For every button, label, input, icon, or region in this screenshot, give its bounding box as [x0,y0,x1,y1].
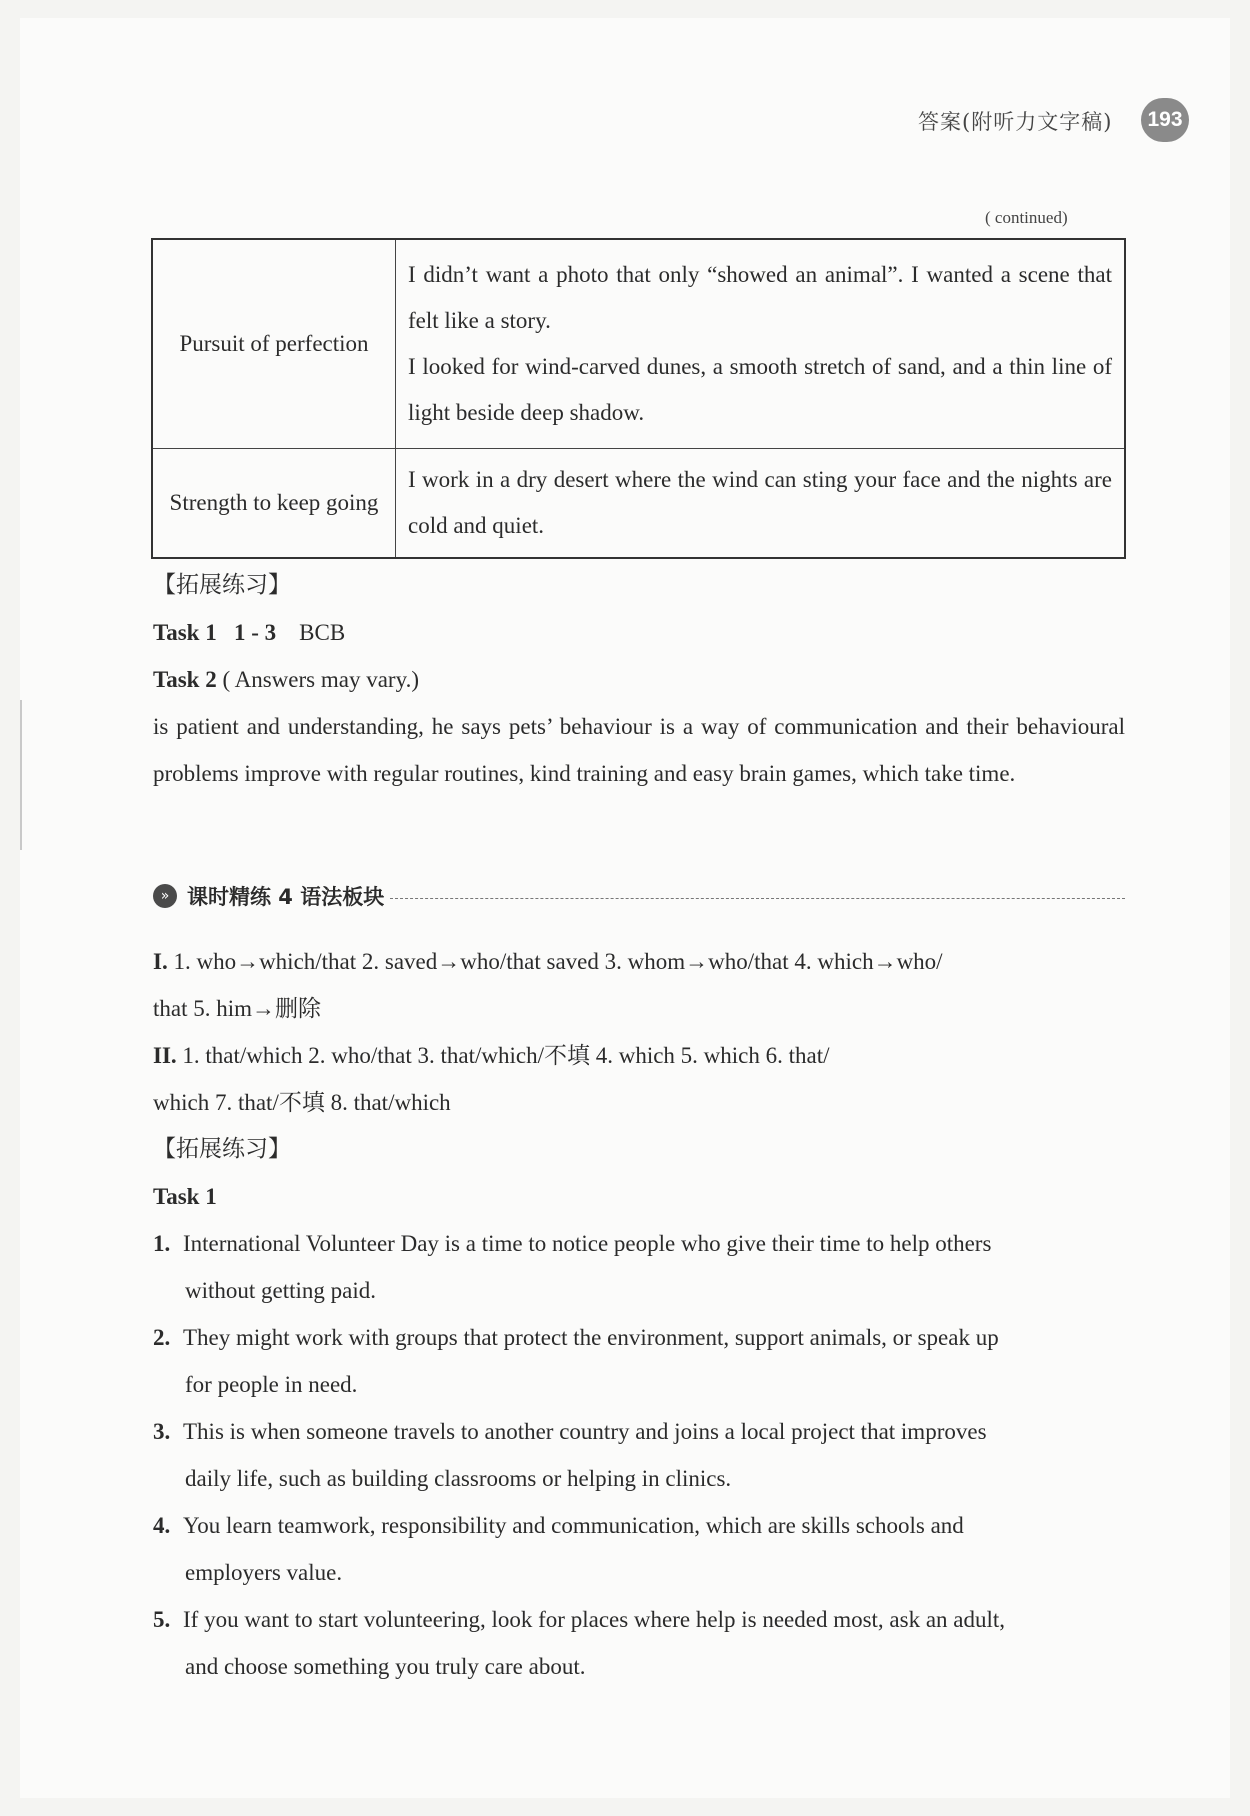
item-number: 2. [153,1325,171,1350]
part1-line1 [153,938,1125,985]
item-text: If you want to start volunteering, look for places where help is needed most, ask an adult, [183,1607,1006,1632]
section-header [153,876,1125,916]
double-chevron-icon: » [153,884,177,908]
part2-line2: which 7. that/不填 8. that/which [153,1090,451,1115]
row-label: Pursuit of perfection [152,239,396,449]
task2-heading-line [153,656,419,703]
item-text-cont: daily life, such as building classrooms or helping in clinics. [185,1466,732,1491]
part-label: I. [153,949,168,974]
part2-line1 [153,1032,1125,1079]
row-line: I looked for wind-carved dunes, a smooth stretch of sand, and a thin line of light beside deep shadow. [408,354,1112,425]
item-text: International Volunteer Day is a time to notice people who give their time to help others [183,1231,992,1256]
row-line: I work in a dry desert where the wind can sting your face and the nights are cold and quiet. [408,467,1112,538]
continued-label: ( continued) [985,208,1068,227]
list-item [153,1502,1125,1596]
list-item [153,1314,1125,1408]
item-number: 3. [153,1419,171,1444]
answer-table [151,238,1126,559]
task-label: Task 1 [153,1184,217,1209]
item-text: You learn teamwork, responsibility and communication, which are skills schools and [183,1513,964,1538]
header-title: 答案(附听力文字稿) [918,110,1113,134]
part1-line2: that 5. him→删除 [153,996,322,1021]
table-row [152,239,1125,449]
binding-mark [20,700,22,850]
task1-answer-line [153,609,345,656]
list-item [153,1408,1125,1502]
task-note: ( Answers may vary.) [222,667,419,692]
list-item [153,1220,1125,1314]
row-content [396,239,1126,449]
task-answer: BCB [299,620,346,645]
task-label: Task 1 [153,620,217,645]
item-number: 4. [153,1513,171,1538]
row-content [396,449,1126,559]
row-line: I didn’t want a photo that only “showed an animal”. I wanted a scene that felt like a story. [408,262,1112,333]
dashed-divider [390,898,1125,899]
row-label: Strength to keep going [152,449,396,559]
item-text-cont: and choose something you truly care about. [185,1654,586,1679]
extension-heading: 【拓展练习】 [153,572,291,598]
item-text-cont: employers value. [185,1560,343,1585]
item-text-cont: for people in need. [185,1372,358,1397]
page-number-badge: 193 [1141,98,1189,142]
part-answers: 1. who→which/that 2. saved→who/that saved 3. whom→who/that 4. which→who/ [173,949,943,974]
part-answers: 1. that/which 2. who/that 3. that/which/不填 4. which 5. which 6. that/ [182,1043,830,1068]
item-text: They might work with groups that protect the environment, support animals, or speak up [183,1325,999,1350]
part-label: II. [153,1043,177,1068]
task-label: Task 2 [153,667,217,692]
item-number: 1. [153,1231,171,1256]
list-item [153,1596,1125,1690]
extension-heading: 【拓展练习】 [153,1136,291,1162]
item-text: This is when someone travels to another country and joins a local project that improves [183,1419,987,1444]
item-number: 5. [153,1607,171,1632]
item-text-cont: without getting paid. [185,1278,377,1303]
task-range: 1 - 3 [233,620,277,645]
section-title: 课时精练 4 语法板块 [187,885,385,909]
task2-answer: is patient and understanding, he says pets’ behaviour is a way of communication and their behavioural problems improve with regular routines, kind training and easy brain games, which take time. [153,714,1125,786]
table-row [152,449,1125,559]
